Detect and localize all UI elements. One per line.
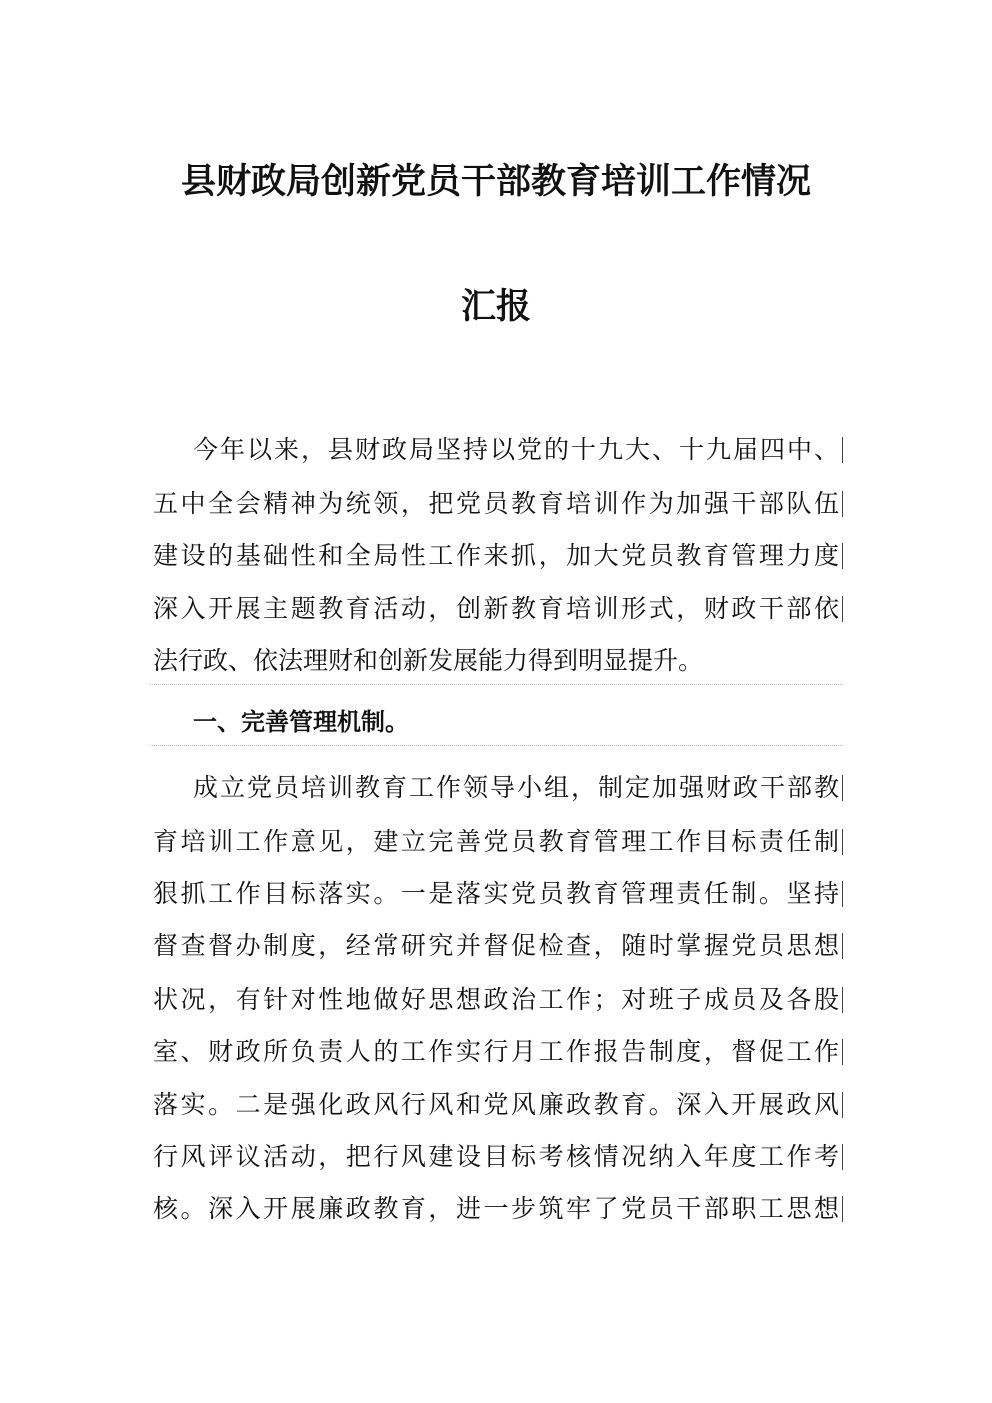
margin-mark [842,933,843,959]
document-title-line-2: 汇报 [460,287,531,327]
intro-line: 深入开展主题教育活动，创新教育培训形式，财政干部依 [153,594,839,623]
intro-line: 建设的基础性和全局性工作来抓，加大党员教育管理力度 [153,541,839,570]
margin-mark [842,881,843,907]
margin-mark [842,437,843,463]
section-line: 状况，有针对性地做好思想政治工作；对班子成员及各股 [153,985,839,1014]
section-heading: 一、完善管理机制。 [193,708,409,736]
margin-mark [842,775,843,801]
margin-mark [842,1144,843,1170]
section-line: 核。深入开展廉政教育，进一步筑牢了党员干部职工思想 [153,1194,839,1223]
margin-mark [842,1039,843,1065]
intro-line: 五中全会精神为统领，把党员教育培训作为加强干部队伍 [153,489,839,518]
margin-mark [842,829,843,855]
paragraph-divider [150,684,843,685]
margin-mark [842,987,843,1013]
margin-mark [842,1196,843,1222]
section-line: 育培训工作意见，建立完善党员教育管理工作目标责任制 [153,827,839,856]
margin-mark [842,1092,843,1118]
section-line: 室、财政所负责人的工作实行月工作报告制度，督促工作 [153,1037,839,1066]
margin-mark [842,596,843,622]
section-line: 狠抓工作目标落实。一是落实党员教育管理责任制。坚持 [153,879,839,908]
section-line: 成立党员培训教育工作领导小组，制定加强财政干部教 [193,773,839,802]
section-line: 督查督办制度，经常研究并督促检查，随时掌握党员思想 [153,931,839,960]
paragraph-divider [150,745,843,746]
section-line: 行风评议活动，把行风建设目标考核情况纳入年度工作考 [153,1142,839,1171]
intro-line: 法行政、依法理财和创新发展能力得到明显提升。 [153,646,704,675]
margin-mark [842,543,843,569]
margin-mark [842,491,843,517]
intro-line: 今年以来，县财政局坚持以党的十九大、十九届四中、 [193,435,839,464]
section-line: 落实。二是强化政风行风和党风廉政教育。深入开展政风 [153,1090,839,1119]
document-title-line-1: 县财政局创新党员干部教育培训工作情况 [180,162,811,202]
